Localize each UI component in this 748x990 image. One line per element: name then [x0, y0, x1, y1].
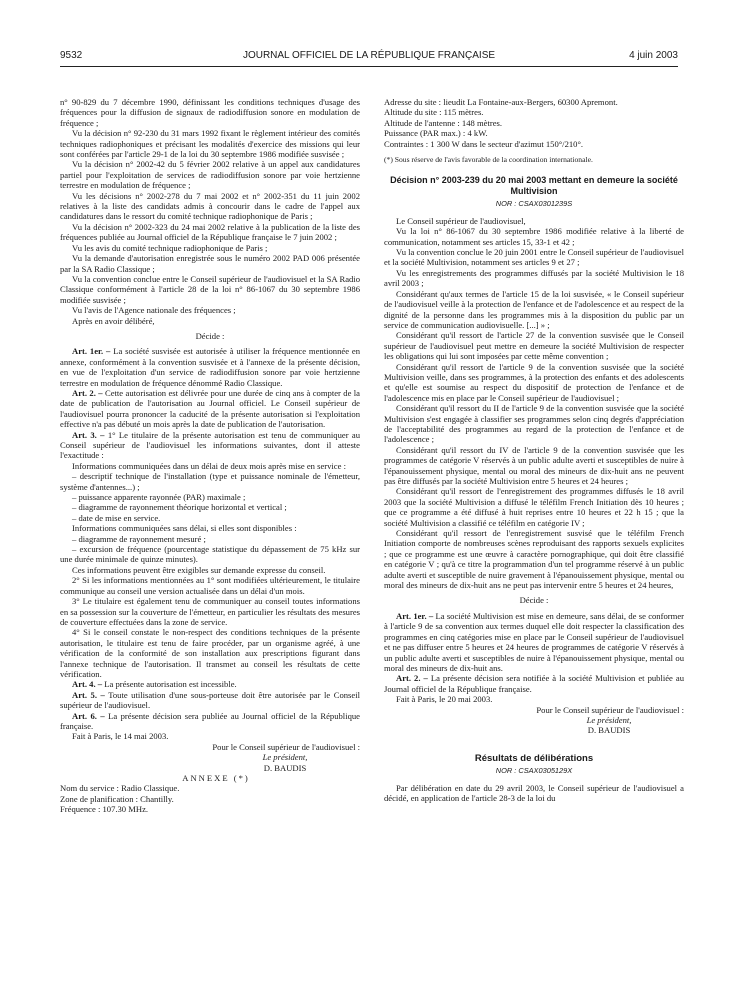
- paragraph: Le Conseil supérieur de l'audiovisuel,: [396, 215, 526, 226]
- paragraph: Vu l'avis de l'Agence nationale des fréquences ;: [72, 305, 236, 316]
- signature-role: Le président,: [262, 752, 308, 763]
- journal-title: JOURNAL OFFICIEL DE LA RÉPUBLIQUE FRANÇAISE: [242, 50, 496, 61]
- article-text: La présente décision sera notifiée à la société Multivision et publiée au Journal officiel de la République française.: [384, 673, 684, 694]
- info-heading: Informations communiquées sans délai, si elles sont disponibles :: [72, 523, 297, 534]
- paragraph: Considérant qu'il ressort de l'article 27 de la convention susvisée que le Conseil supérieur de l'audiovisuel peut mettre en demeure la société Multivision de respecter les obligations qui lui sont imposées par cette même convention ;: [384, 330, 684, 362]
- article-label: Art. 1er. –: [396, 610, 434, 621]
- article-text: Toute utilisation d'une sous-porteuse doit être autorisée par le Conseil supérieur de l'audiovisuel.: [60, 689, 360, 711]
- article-2: [384, 673, 684, 694]
- paragraph: Vu la décision n° 2002-323 du 24 mai 2002 relative à la publication de la liste des fréquences publiée au Journal officiel de la République française le 7 juin 2002 ;: [60, 221, 360, 243]
- paragraph: Vu les avis du comité technique radiophonique de Paris ;: [72, 242, 268, 253]
- article-text: Cette autorisation est délivrée pour une durée de cinq ans à compter de la date de publication de l'autorisation au Journal officiel. Le Conseil supérieur de l'audiovisuel pourra prononcer la caducité de la présente autorisation si l'exploitation effective n'a pas débuté un mois après la date de publication de l'autorisation.: [60, 387, 360, 430]
- done-at: Fait à Paris, le 14 mai 2003.: [72, 731, 169, 742]
- signature-name: D. BAUDIS: [263, 762, 307, 773]
- list-item: – excursion de fréquence (pourcentage statistique du dépassement de 75 kHz sur une durée minimale de quinze minutes).: [60, 544, 360, 565]
- article-text: La présente autorisation est incessible.: [104, 679, 237, 690]
- results-nor: NOR : CSAX0305129X: [495, 766, 573, 776]
- article-label: Art. 3. –: [72, 429, 105, 440]
- annexe-line: Puissance (PAR max.) : 4 kW.: [384, 128, 488, 139]
- paragraph: Par délibération en date du 29 avril 2003, le Conseil supérieur de l'audiovisuel a décidé, en application de l'article 28-3 de la loi du: [384, 782, 684, 803]
- paragraph: Vu la convention conclue le 20 juin 2001 entre le Conseil supérieur de l'audiovisuel et la société Multivision, notamment ses articles 9 et 27 ;: [384, 247, 684, 268]
- list-item: – puissance apparente rayonnée (PAR) maximale ;: [72, 492, 246, 503]
- signature-for: Pour le Conseil supérieur de l'audiovisuel :: [212, 741, 360, 752]
- paragraph: Après en avoir délibéré,: [72, 315, 155, 326]
- paragraph: Considérant qu'aux termes de l'article 15 de la loi susvisée, « le Conseil supérieur de l'audiovisuel veille à la protection de l'enfance et de l'adolescence et au respect de la dignité de la personne dans les programmes mis à la disposition du public par un service de communication audiovisuelle. [...] » ;: [384, 288, 684, 330]
- article-label: Art. 2. –: [72, 387, 103, 398]
- list-item: – date de mise en service.: [72, 512, 161, 523]
- annexe-line: Zone de planification : Chantilly.: [60, 793, 174, 804]
- list-item: – diagramme de rayonnement théorique horizontal et vertical ;: [72, 502, 287, 513]
- paragraph: Vu la décision n° 2002-42 du 5 février 2002 relative à un appel aux candidatures partiel pour l'exploitation de services de radiodiffusion sonore par voie hertzienne terrestre en modulation de fréquence ;: [60, 159, 360, 191]
- article-label: Art. 2. –: [396, 673, 428, 684]
- article-text: La société Multivision est mise en demeure, sans délai, de se conformer à l'article 9 de sa convention aux termes duquel elle doit respecter la classification des programmes en cinq catégories mise en place par le Conseil supérieur de l'audiovisuel et ne pas diffuser entre 5 heures et 24 heures de programmes de catégorie V réservés à un public adulte averti et susceptibles de nuire à l'épanouissement physique, mental ou moral des mineurs de dix-huit ans.: [384, 610, 684, 673]
- paragraph: Considérant qu'il ressort de l'enregistrement des programmes diffusés le 18 avril 2003 que la société Multivision a diffusé le téléfilm French Initiation dès 10 heures ; que ce programme a été diffusé à huit reprises entre 10 heures et 22 h 15 ; que la société Multivision a classifié ce téléfilm en catégorie IV ;: [384, 486, 684, 528]
- paragraph: n° 90-829 du 7 décembre 1990, définissant les conditions techniques d'usage des fréquences pour la diffusion de signaux de radiodiffusion sonore en modulation de fréquence ;: [60, 97, 360, 128]
- list-item: – descriptif technique de l'installation (type et puissance nominale de l'émetteur, système d'antennes...) ;: [60, 471, 360, 492]
- paragraph: Vu la décision n° 92-230 du 31 mars 1992 fixant le règlement intérieur des comités techniques radiophoniques et précisant les modalités d'exercice des missions qui leur sont conférées par l'article 29-1 de la loi du 30 septembre 1986 modifiée susvisée ;: [60, 128, 360, 160]
- header-rule: [60, 66, 678, 67]
- footnote: (*) Sous réserve de l'avis favorable de la coordination internationale.: [384, 155, 593, 165]
- article-label: Art. 5. –: [72, 689, 105, 700]
- paragraph: Ces informations peuvent être exigibles sur demande expresse du conseil.: [72, 564, 326, 575]
- right-column: [384, 97, 684, 803]
- paragraph: Vu la loi n° 86-1067 du 30 septembre 1986 modifiée relative à la liberté de communication, notamment ses articles 15, 33-1 et 42 ;: [384, 226, 684, 247]
- annexe-heading: ANNEXE (*): [182, 773, 250, 783]
- list-item: – diagramme de rayonnement mesuré ;: [72, 533, 206, 544]
- article-6: [60, 711, 360, 732]
- article-text: La société susvisée est autorisée à utiliser la fréquence mentionnée en annexe, conformément à la convention susvisée et à l'annexe de la présente décision, en vue de l'exploitation d'un service de radiodiffusion sonore par voie hertzienne terrestre en modulation de fréquence dénommé Radio Classique.: [60, 346, 360, 388]
- paragraph: Vu la demande d'autorisation enregistrée sous le numéro 2002 PAD 006 présentée par la SA Radio Classique ;: [60, 253, 360, 274]
- article-label: Art. 6. –: [72, 710, 105, 721]
- article-3: [60, 430, 360, 461]
- page-number: 9532: [60, 50, 83, 61]
- article-1: [384, 611, 684, 673]
- paragraph: Vu les décisions n° 2002-278 du 7 mai 2002 et n° 2002-351 du 11 juin 2002 relatives à la liste des candidats admis à concourir dans le cadre de l'appel aux candidatures dans le ressort du comité technique radiophonique de Paris ;: [60, 190, 360, 222]
- decide-heading: Décide :: [195, 330, 225, 341]
- article-text: 1° Le titulaire de la présente autorisation est tenu de communiquer au Conseil supérieur de l'audiovisuel les informations suivantes, dont il atteste l'exactitude :: [60, 429, 361, 461]
- results-title: Résultats de délibérations: [474, 752, 594, 764]
- annexe-line: Nom du service : Radio Classique.: [60, 783, 180, 794]
- annexe-line: Altitude du site : 115 mètres.: [384, 107, 484, 118]
- paragraph: 3° Le titulaire est également tenu de communiquer au conseil toutes informations en sa possession sur la couverture de l'émetteur, en particulier les résultats des mesures de couverture effectuées dans la zone de service.: [60, 596, 360, 627]
- signature-role: Le président,: [586, 714, 632, 725]
- paragraph: 2° Si les informations mentionnées au 1° sont modifiées ultérieurement, le titulaire communique au conseil une version actualisée dans un délai d'un mois.: [60, 575, 360, 596]
- done-at: Fait à Paris, le 20 mai 2003.: [396, 694, 493, 705]
- article-text: La présente décision sera publiée au Journal officiel de la République française.: [60, 710, 360, 731]
- article-4: [60, 679, 360, 689]
- paragraph: Considérant qu'il ressort du IV de l'article 9 de la convention susvisée que les programmes de catégorie V réservés à un public adulte averti et susceptibles de nuire à l'épanouissement physique, mental ou moral des mineurs de dix-huit ans ne peuvent pas être diffusés par la société Multivision entre 5 heures et 24 heures ;: [384, 444, 684, 486]
- annexe-line: Fréquence : 107.30 MHz.: [60, 804, 149, 815]
- info-heading: Informations communiquées dans un délai de deux mois après mise en service :: [72, 460, 346, 471]
- paragraph: Vu la convention conclue entre le Conseil supérieur de l'audiovisuel et la SA Radio Classique conformément à l'article 28 de la loi n° 86-1067 du 30 septembre 1986 modifiée susvisée ;: [60, 273, 360, 305]
- article-1: [60, 346, 360, 388]
- decision-title: Décision n° 2003-239 du 20 mai 2003 mettant en demeure la société Multivision: [390, 175, 678, 197]
- signature-for: Pour le Conseil supérieur de l'audiovisuel :: [536, 704, 684, 715]
- decision-nor: NOR : CSAX0301239S: [495, 199, 573, 209]
- left-column: [60, 97, 360, 815]
- article-label: Art. 1er. –: [72, 346, 111, 357]
- article-2: [60, 388, 360, 430]
- paragraph: 4° Si le conseil constate le non-respect des conditions techniques de la présente autorisation, le titulaire est tenu de faire procéder, par un organisme agréé, à une vérification de la conformité de son installation aux prescriptions figurant dans l'annexe technique de l'autorisation. Il transmet au conseil les résultats de cette vérification.: [60, 627, 360, 679]
- paragraph: Considérant qu'il ressort de l'enregistrement susvisé que le téléfilm French Initiation comporte de nombreuses scènes reproduisant des rapports sexuels explicites ; que ce programme est une œuvre à caractère pornographique, qui doit être classifié en catégorie V ; qu'à ce titre la programmation d'un tel programme réservé à un public adulte averti et susceptible de nuire gravement à l'épanouissement physique, mental ou moral des mineurs de dix-huit ans ne peut pas intervenir entre 5 heures et 24 heures,: [384, 528, 684, 591]
- annexe-line: Altitude de l'antenne : 148 mètres.: [384, 117, 503, 128]
- article-5: [60, 690, 360, 711]
- decide-heading: Décide :: [519, 595, 549, 606]
- issue-date: 4 juin 2003: [629, 50, 678, 61]
- annexe-line: Adresse du site : lieudit La Fontaine-aux-Bergers, 60300 Apremont.: [384, 97, 618, 107]
- paragraph: Considérant qu'il ressort du II de l'article 9 de la convention susvisée que la société Multivision s'est engagée à classifier ses programmes selon cinq degrés d'appréciation de l'acceptabilité des programmes au regard de la protection de l'enfance et de l'adolescence ;: [384, 403, 684, 445]
- paragraph: Vu les enregistrements des programmes diffusés par la société Multivision le 18 avril 2003 ;: [384, 267, 684, 289]
- annexe-line: Contraintes : 1 300 W dans le secteur d'azimut 150°/210°.: [384, 138, 584, 149]
- paragraph: Considérant qu'il ressort de l'article 9 de la convention susvisée que la société Multivision veille, dans ses programmes, à la protection des enfants et des adolescents et qu'elle est soumise au respect du dispositif de protection de l'enfance et de l'adolescence mis en place par le Conseil supérieur de l'audiovisuel ;: [384, 361, 684, 403]
- article-label: Art. 4. –: [72, 679, 103, 690]
- signature-name: D. BAUDIS: [587, 725, 631, 736]
